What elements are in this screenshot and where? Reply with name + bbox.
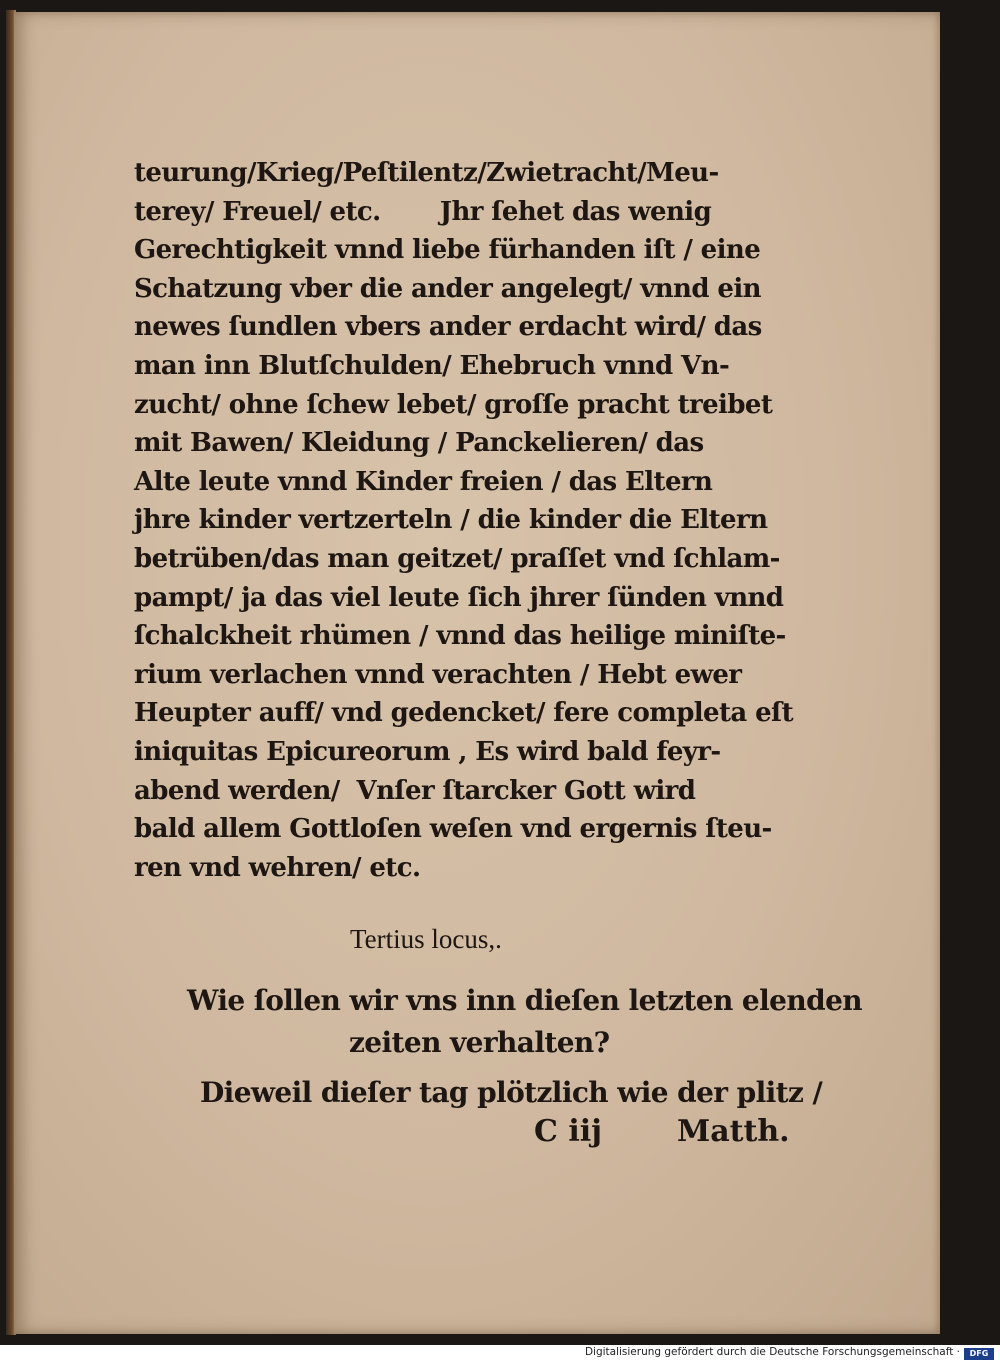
digitization-footer <box>0 1345 1000 1363</box>
text-line: abend werden/ Vnſer ſtarcker Gott wird <box>134 775 696 806</box>
text-line: man inn Blutſchulden/ Ehebruch vnnd Vn- <box>134 350 730 381</box>
text-line: Dieweil dieſer tag plötzlich wie der plitz / <box>200 1076 823 1109</box>
text-line: Alte leute vnnd Kinder freien / das Eltern <box>134 466 713 497</box>
text-line: teurung/Krieg/Peſtilentz/Zwietracht/Meu- <box>134 158 719 188</box>
text-line: iniquitas Epicureorum , Es wird bald feyr- <box>134 736 721 767</box>
text-line: Heupter auff/ vnd gedencket/ fere completa eſt <box>134 698 794 729</box>
question-line: Wie ſollen wir vns inn dieſen letzten elenden <box>187 984 863 1017</box>
text-line: pampt/ ja das viel leute ſich jhrer ſünden vnnd <box>134 582 784 613</box>
text-line: Gerechtigkeit vnnd liebe fürhanden iſt / eine <box>134 235 761 266</box>
text-line: bald allem Gottloſen weſen vnd ergernis ſteu- <box>134 814 772 845</box>
text-line: jhre kinder vertzerteln / die kinder die Eltern <box>134 505 768 536</box>
page-footer-row <box>14 1110 940 1154</box>
footer-credit: Digitalisierung gefördert durch die Deutsche Forschungsgemeinschaft · <box>584 1346 960 1358</box>
section-question <box>187 980 862 1064</box>
book-page <box>14 12 940 1334</box>
question-line: zeiten verhalten? <box>349 1026 610 1059</box>
dfg-logo-icon: DFG <box>964 1348 994 1360</box>
text-line: zucht/ ohne ſchew lebet/ groſſe pracht treibet <box>134 389 773 420</box>
text-line: betrüben/das man geitzet/ praſſet vnd ſchlam- <box>134 543 780 574</box>
section-heading: Tertius locus,. <box>350 924 502 954</box>
text-line: ſchalckheit rhümen / vnnd das heilige miniſte- <box>134 621 786 652</box>
body-text <box>134 154 824 887</box>
text-line: newes ſundlen vbers ander erdacht wird/ das <box>134 312 762 343</box>
text-line: mit Bawen/ Kleidung / Panckelieren/ das <box>134 428 704 459</box>
text-line: rium verlachen vnnd verachten / Hebt ewer <box>134 659 742 690</box>
text-line: Schatzung vber die ander angelegt/ vnnd ein <box>134 273 761 304</box>
text-line: ren vnd wehren/ etc. <box>134 852 421 883</box>
continuation-text <box>200 1072 822 1114</box>
signature-mark: C iij <box>534 1114 602 1149</box>
text-line: terey/ Freuel/ etc. Jhr ſehet das wenig <box>134 196 712 227</box>
catchword: Matth. <box>677 1114 790 1149</box>
